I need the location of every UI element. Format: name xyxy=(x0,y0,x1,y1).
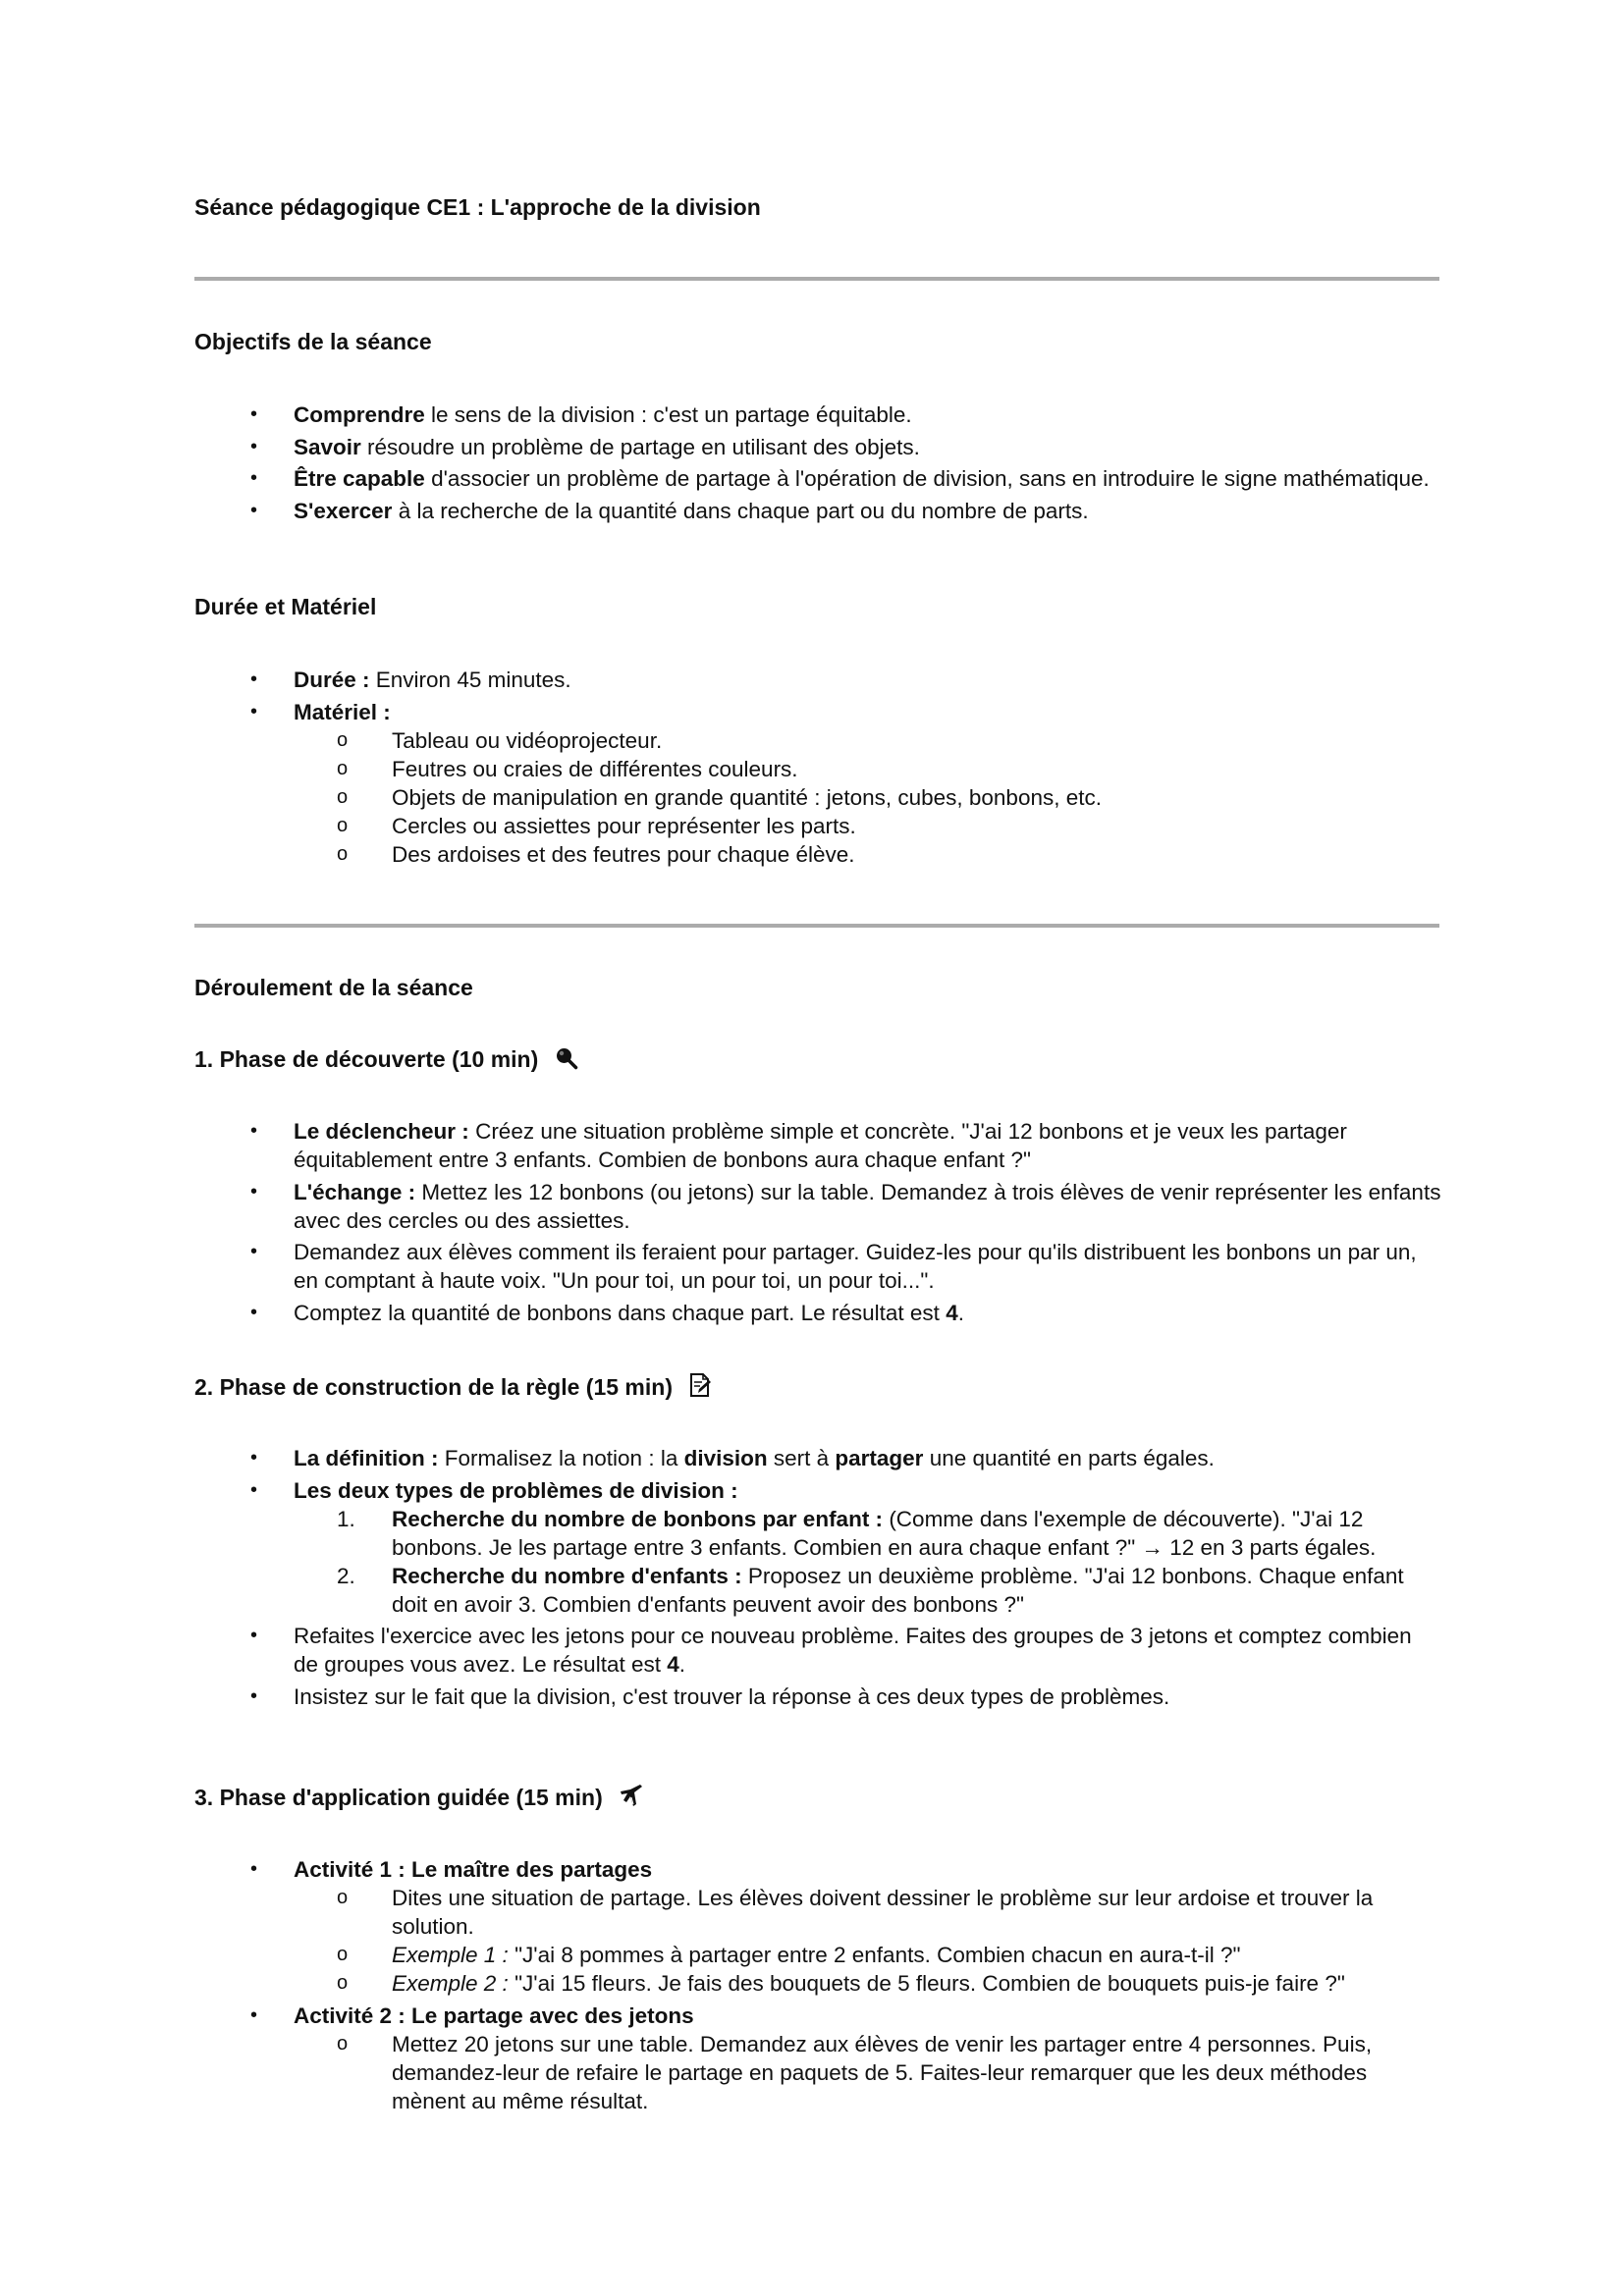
item-text: Mettez les 12 bonbons (ou jetons) sur la table. Demandez à trois élèves de venir représenter les enfants avec des cercles ou des assiettes. xyxy=(294,1179,1441,1233)
item-text: Créez une situation problème simple et concrète. "J'ai 12 bonbons et je veux les partager équitablement entre 3 enfants. Combien de bonbons aura chaque enfant ?" xyxy=(294,1119,1347,1172)
item-text: le sens de la division : c'est un partage équitable. xyxy=(424,402,912,427)
bullet-icon: • xyxy=(250,1684,258,1707)
bullet-icon: • xyxy=(250,1447,258,1468)
ordered-item xyxy=(194,1505,1441,1562)
example-label: Exemple 2 : xyxy=(392,1971,509,1996)
bullet-icon: • xyxy=(250,1625,258,1646)
bullet-icon: • xyxy=(250,1858,258,1880)
item-text: Demandez aux élèves comment ils feraient pour partager. Guidez-les pour qu'ils distribuent les bonbons un par un, en comptant à haute voix. "Un pour toi, un pour toi, un pour toi...". xyxy=(294,1240,1417,1293)
duree-materiel-list xyxy=(194,666,1441,869)
bullet-icon: • xyxy=(250,2003,258,2026)
horizontal-rule xyxy=(194,924,1439,928)
sublist-item xyxy=(194,1969,1441,1998)
list-item-definition xyxy=(194,1444,1441,1472)
item-text: résoudre un problème de partage en utilisant des objets. xyxy=(360,434,920,459)
objectifs-list xyxy=(194,400,1441,528)
horizontal-rule xyxy=(194,277,1439,281)
item-text: Feutres ou craies de différentes couleurs. xyxy=(392,756,798,781)
section-heading-deroulement: Déroulement de la séance xyxy=(194,975,473,1000)
materiel-label: Matériel : xyxy=(294,699,391,724)
bullet-icon: • xyxy=(250,403,258,425)
duree-value: Environ 45 minutes. xyxy=(369,667,571,692)
section-heading-duree-materiel: Durée et Matériel xyxy=(194,594,377,619)
item-bold: Savoir xyxy=(294,434,361,459)
circle-bullet-icon: o xyxy=(337,757,349,779)
item-text: Objets de manipulation en grande quantité : jetons, cubes, bonbons, etc. xyxy=(392,784,1102,810)
item-number: 1. xyxy=(337,1506,355,1531)
list-item-refaites xyxy=(194,1622,1441,1679)
section-heading-objectifs: Objectifs de la séance xyxy=(194,329,432,354)
sublist-item xyxy=(194,840,1441,869)
list-item-insistez xyxy=(194,1682,1441,1711)
list-item xyxy=(194,464,1441,493)
bullet-icon: • xyxy=(250,499,258,521)
list-item xyxy=(194,1117,1441,1174)
duree-label: Durée : xyxy=(294,667,370,692)
example-label: Exemple 1 : xyxy=(392,1943,509,1967)
list-item-duree xyxy=(194,666,1441,694)
materiel-sublist xyxy=(294,726,1441,869)
circle-bullet-icon: o xyxy=(337,842,349,865)
list-item-materiel xyxy=(194,698,1441,869)
item-text: Des ardoises et des feutres pour chaque élève. xyxy=(392,841,855,867)
ordered-item xyxy=(194,1562,1441,1619)
item-bold: Être capable xyxy=(294,466,425,491)
item-text: Refaites l'exercice avec les jetons pour ce nouveau problème. Faites des groupes de 3 jetons et comptez combien de groupes vous avez. Le résultat est xyxy=(294,1624,1412,1677)
item-bold: Le déclencheur : xyxy=(294,1119,469,1144)
item-number: 2. xyxy=(337,1563,355,1588)
document-title: Séance pédagogique CE1 : L'approche de la division xyxy=(194,194,761,220)
activite2-sublist xyxy=(294,2030,1441,2115)
bullet-icon: • xyxy=(250,467,258,489)
sublist-item xyxy=(194,2030,1441,2115)
phase1-heading-text: 1. Phase de découverte (10 min) xyxy=(194,1046,539,1072)
item-text-end: . xyxy=(957,1300,964,1325)
list-item xyxy=(194,497,1441,525)
circle-bullet-icon: o xyxy=(337,1972,349,1994)
sublist-item xyxy=(194,755,1441,783)
activite2-label: Activité 2 : Le partage avec des jetons xyxy=(294,2002,694,2028)
item-bold-result: 4 xyxy=(946,1300,958,1325)
list-item xyxy=(194,433,1441,461)
phase2-list xyxy=(194,1444,1441,1714)
item-text: Mettez 20 jetons sur une table. Demandez aux élèves de venir les partager entre 4 personnes. Puis, demandez-leur de refaire le partage en paquets de 5. Faites-leur remarquer que les deux méthodes mènent au même résultat. xyxy=(392,2031,1373,2113)
definition-text: sert à xyxy=(767,1446,836,1470)
item-text: Insistez sur le fait que la division, c'est trouver la réponse à ces deux types de problèmes. xyxy=(294,1683,1170,1709)
definition-bold-division: division xyxy=(683,1446,768,1470)
bullet-icon: • xyxy=(250,700,258,722)
list-item-types xyxy=(194,1476,1441,1619)
magnifier-icon xyxy=(555,1046,578,1077)
item-text: "J'ai 8 pommes à partager entre 2 enfants. Combien chacun en aura-t-il ?" xyxy=(508,1943,1241,1967)
types-ordered-list xyxy=(294,1505,1441,1619)
item-bold: Comprendre xyxy=(294,402,425,427)
bullet-icon: • xyxy=(250,435,258,457)
phase1-heading xyxy=(194,1045,578,1077)
bullet-icon: • xyxy=(250,1241,258,1262)
circle-bullet-icon: o xyxy=(337,2032,349,2055)
phase2-heading-text: 2. Phase de construction de la règle (15 min) xyxy=(194,1374,673,1400)
activite1-label: Activité 1 : Le maître des partages xyxy=(294,1857,653,1882)
circle-bullet-icon: o xyxy=(337,1944,349,1965)
sublist-item xyxy=(194,726,1441,755)
bullet-icon: • xyxy=(250,1180,258,1202)
item-text: "J'ai 15 fleurs. Je fais des bouquets de 5 fleurs. Combien de bouquets puis-je faire ?" xyxy=(508,1971,1345,1996)
circle-bullet-icon: o xyxy=(337,814,349,836)
list-item-activite1 xyxy=(194,1855,1441,1998)
sublist-item xyxy=(194,1884,1441,1941)
bullet-icon: • xyxy=(250,1120,258,1142)
item-text: (Comme dans l'exemple de découverte). "J'ai 12 bonbons. Je les partage entre 3 enfants. Combien en aura chaque enfant ?" → 12 en 3 parts égales. xyxy=(392,1506,1377,1560)
phase1-list xyxy=(194,1117,1441,1330)
item-text: Dites une situation de partage. Les élèves doivent dessiner le problème sur leur ardoise et trouver la solution. xyxy=(392,1886,1374,1939)
bullet-icon: • xyxy=(250,1301,258,1323)
definition-text: Formalisez la notion : la xyxy=(438,1446,684,1470)
bullet-icon: • xyxy=(250,1478,258,1501)
pointing-hand-icon xyxy=(619,1783,648,1815)
definition-text: une quantité en parts égales. xyxy=(923,1446,1215,1470)
item-text: Tableau ou vidéoprojecteur. xyxy=(392,727,663,753)
phase3-heading-text: 3. Phase d'application guidée (15 min) xyxy=(194,1785,603,1810)
list-item xyxy=(194,1299,1441,1327)
types-label: Les deux types de problèmes de division : xyxy=(294,1477,738,1503)
sublist-item xyxy=(194,1941,1441,1969)
item-text: d'associer un problème de partage à l'opération de division, sans en introduire le signe mathématique. xyxy=(424,466,1430,491)
circle-bullet-icon: o xyxy=(337,728,349,751)
list-item xyxy=(194,1238,1441,1295)
bullet-icon: • xyxy=(250,668,258,690)
definition-bold-partager: partager xyxy=(835,1446,924,1470)
item-text-end: . xyxy=(678,1652,686,1677)
activite1-sublist xyxy=(294,1884,1441,1998)
definition-label: La définition : xyxy=(294,1446,439,1470)
item-bold-result: 4 xyxy=(667,1652,679,1677)
list-item-activite2 xyxy=(194,2002,1441,2115)
item-text: à la recherche de la quantité dans chaque part ou du nombre de parts. xyxy=(392,498,1089,523)
list-item xyxy=(194,1178,1441,1235)
item-bold: Recherche du nombre d'enfants : xyxy=(392,1563,742,1588)
item-bold: S'exercer xyxy=(294,498,393,523)
circle-bullet-icon: o xyxy=(337,785,349,808)
item-bold: Recherche du nombre de bonbons par enfant : xyxy=(392,1506,884,1531)
item-bold: L'échange : xyxy=(294,1179,416,1204)
item-text: Cercles ou assiettes pour représenter les parts. xyxy=(392,813,856,838)
sublist-item xyxy=(194,783,1441,812)
memo-pencil-icon xyxy=(688,1372,712,1405)
phase3-list xyxy=(194,1855,1441,2118)
phase2-heading xyxy=(194,1372,712,1405)
circle-bullet-icon: o xyxy=(337,1887,349,1908)
sublist-item xyxy=(194,812,1441,840)
list-item xyxy=(194,400,1441,429)
item-text: Comptez la quantité de bonbons dans chaque part. Le résultat est xyxy=(294,1300,947,1325)
phase3-heading xyxy=(194,1783,648,1815)
item-text: Proposez un deuxième problème. "J'ai 12 bonbons. Chaque enfant doit en avoir 3. Combien d'enfants peuvent avoir des bonbons ?" xyxy=(392,1563,1404,1617)
